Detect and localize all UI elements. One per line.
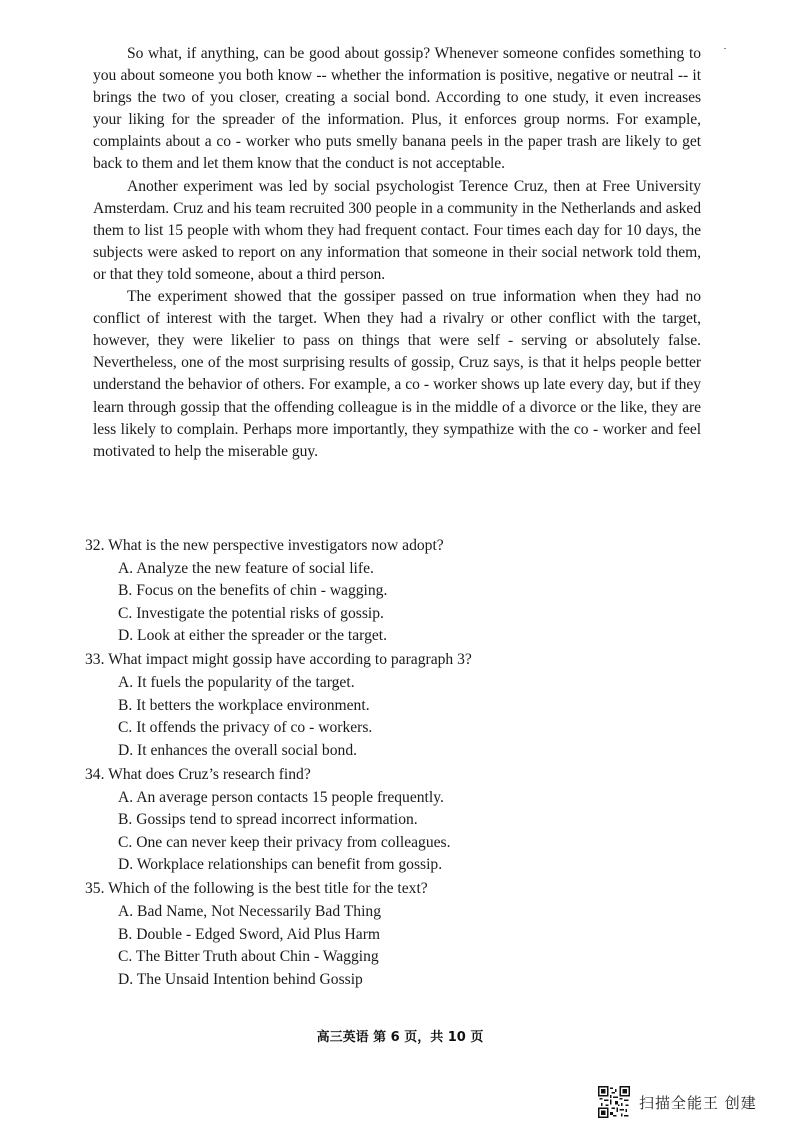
reading-passage	[93, 43, 701, 463]
question-35	[85, 878, 705, 991]
qr-code-icon	[598, 1086, 630, 1118]
option-d: D. Look at either the spreader or the target.	[118, 627, 388, 645]
passage-paragraph: Another experiment was led by social psychologist Terence Cruz, then at Free University Amsterdam. Cruz and his team recruited 300 people in a community in the Netherlands and asked them to list 15 people with whom they had frequent contact. Four times each day for 10 days, the subjects were asked to report on any information that someone in their social network told them, or that they told someone, about a third person.	[93, 177, 701, 283]
option-c: C. Investigate the potential risks of gossip.	[118, 604, 384, 622]
question-32	[85, 535, 705, 648]
scan-speck	[724, 48, 726, 49]
option-c: C. It offends the privacy of co - workers.	[118, 719, 373, 737]
option-d: D. The Unsaid Intention behind Gossip	[118, 970, 363, 988]
option-a: A. An average person contacts 15 people frequently.	[118, 788, 444, 806]
option-a: A. Bad Name, Not Necessarily Bad Thing	[118, 903, 382, 920]
option-b: B. Double - Edged Sword, Aid Plus Harm	[118, 925, 381, 943]
passage-paragraph: The experiment showed that the gossiper passed on true information when they had no conflict of interest with the target. When they had a rivalry or other conflict with the target, however, they were likelier to pass on things that were self - serving or absolutely false. Nevertheless, one of the most surprising results of gossip, Cruz says, is that it helps people better understand the behavior of others. For example, a co - worker shows up late every day, but if they learn through gossip that the offending colleague is in the middle of a divorce or the like, they are less likely to complain. Perhaps more importantly, they sympathize with the co - worker and feel motivated to help the miserable guy.	[93, 288, 701, 460]
option-c: C. The Bitter Truth about Chin - Wagging	[118, 948, 379, 966]
page-footer: 高三英语 第 6 页，共 10 页	[316, 1030, 484, 1045]
question-33	[85, 649, 705, 762]
scanner-watermark	[598, 1085, 757, 1119]
question-stem: 32. What is the new perspective investigators now adopt?	[85, 537, 444, 554]
option-a: A. It fuels the popularity of the target.	[118, 674, 355, 692]
option-d: D. Workplace relationships can benefit from gossip.	[118, 856, 443, 874]
question-list	[85, 535, 705, 993]
option-b: B. It betters the workplace environment.	[118, 696, 370, 714]
option-b: B. Gossips tend to spread incorrect information.	[118, 811, 418, 829]
question-34	[85, 764, 705, 877]
option-c: C. One can never keep their privacy from colleagues.	[118, 833, 451, 851]
scanner-label: 扫描全能王 创建	[639, 1093, 757, 1112]
option-d: D. It enhances the overall social bond.	[118, 741, 358, 759]
option-b: B. Focus on the benefits of chin - wagging.	[118, 582, 388, 600]
option-a: A. Analyze the new feature of social life.	[118, 559, 374, 577]
passage-paragraph: So what, if anything, can be good about gossip? Whenever someone confides something to you about someone you both know -- whether the information is positive, negative or neutral -- it brings the two of you closer, creating a social bond. According to one study, it even increases your liking for the spreader of the information. Plus, it enforces group norms. For example, complaints about a co - worker who puts smelly banana peels in the paper trash are likely to get back to them and let them know that the conduct is not acceptable.	[93, 45, 701, 173]
question-stem: 35. Which of the following is the best title for the text?	[85, 880, 428, 898]
question-stem: 34. What does Cruz’s research find?	[85, 765, 311, 783]
question-stem: 33. What impact might gossip have according to paragraph 3?	[85, 651, 472, 669]
